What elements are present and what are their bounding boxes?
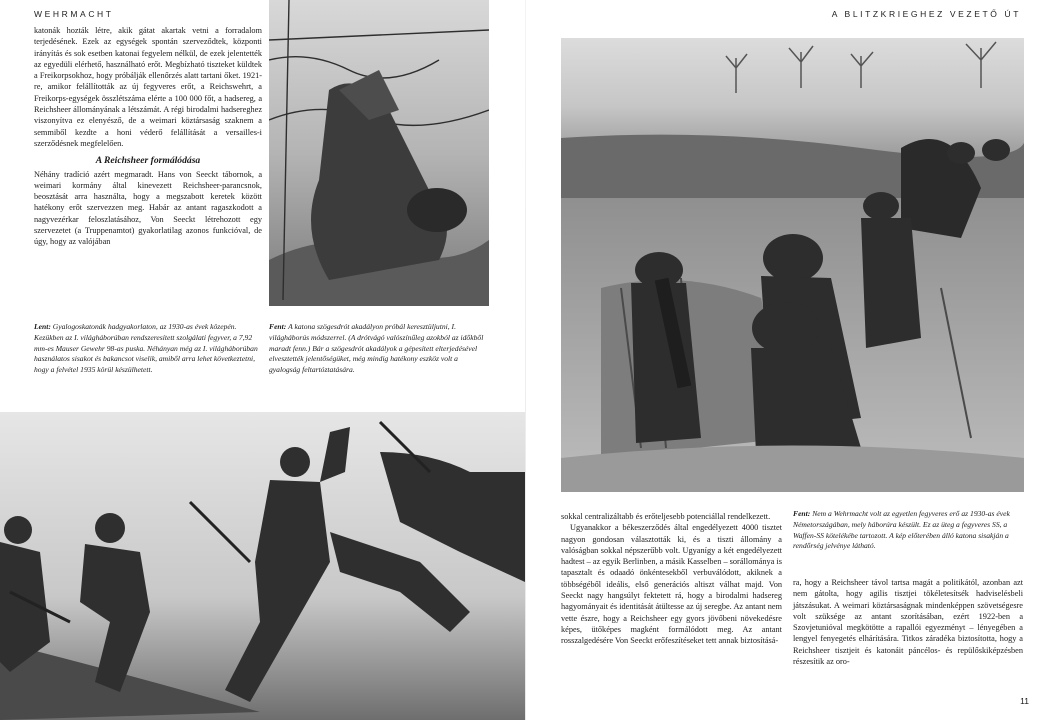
right-paragraph-1: sokkal centralizáltabb és erőteljesebb potenciállal rendelkezett. [561, 512, 771, 521]
trench-mortar-crew-photo [561, 38, 1024, 492]
left-paragraph-1: katonák hozták létre, akik gátat akartak vetni a forradalom terjedésének. Ezek az egységek spontán szerveződtek, központi irányítás és sok esetben katonai fegyelem nélkül, de ezek jelentették az egyedüli elérhető, használható erőt. Megbízható tiszteket küldtek a Freikorpsokhoz, hogy próbálják ellenőrzés alatt tartani őket. 1921-re, amikor felállították az új fegyveres erőt, a Reichswehrt, a Freikorps-egységek összlétszáma elérte a 100 000 főt, a hadsereg, a Reichsheer állományának a létszámát. A régi birodalmi hadsereghez viszonyítva ez elenyésző, de a weimari köztársaság szaknem a semmiből kezdte a honi véderő felállítását a versailles-i szerződésnek megfelelően. [34, 26, 262, 148]
right-column-1-text [561, 511, 782, 647]
caption-trench-body: Nem a Wehrmacht volt az egyetlen fegyveres erő az 1930-as évek Németországában, mely háborúra készült. Ez az üteg a fegyveres SS, a Waffen-SS kötelékébe tartozott. A kép előterében álló katona sisakján a rendőrség jelvénye látható. [793, 509, 1010, 551]
right-paragraph-2: Ugyanakkor a békeszerződés által engedélyezett 4000 tisztet nagyon gondosan választották ki, és a tiszti állomány a valóságban sokkal népszerűbb volt. Ugyanígy a két engedélyezett hadtest – az egyik Berlinben, a másik Kasselben – sorállománya is tapasztalt és odaadó önkéntesekből verbuválódott, akiknek a többségéből ideális, első generációs altiszt válhat majd. Von Seeckt nagy hangsúlyt fektetett rá, hogy a birodalmi hadsereg hagyományait és identitását átültesse az új seregbe. Az antant nem vette észre, hogy a Reichsheer egy gyors jövőbeni növekedésre képes, ütőképes magként formálódott meg. Az antant rosszalgedésére Von Seeckt erőfeszítéseket tett annak biztosításá- [561, 523, 782, 646]
jumping-soldiers-photo [0, 412, 525, 720]
page-number: 11 [1020, 696, 1029, 706]
caption-left-body: Gyalogoskatonák hadgyakorlaton, az 1930-as évek közepén. Kezükben az I. világháborúban rendszeresített szolgálati fegyver, a 7,92 mm-es Mauser Gewehr 98-as puska. Néhányan még az I. világháborúban használatos sisakot és bakancsot viselik, amiből arra lehet következtetni, hogy a felvétel 1935 körül készülhetett. [34, 322, 258, 375]
caption-left-label: Lent: [34, 322, 51, 331]
page-gutter [525, 0, 526, 720]
caption-left-photo [34, 322, 262, 376]
barbed-wire-soldier-photo [269, 0, 489, 306]
left-column-text [34, 25, 262, 248]
right-column-2-text [793, 577, 1023, 667]
right-paragraph-3: ra, hogy a Reichsheer távol tartsa magát a politikától, azonban azt nem gátolta, hogy agilis tisztjei tökéletesítsék hadviselésbeli játszásukat. A weimari köztársaságnak mindenképpen szövetségesre volt szüksége az antant szorításában, ezért 1922-ben a Szovjetunióval megkötötte a rapallói egyezményt – lényegében a lengyel fenyegetés elhárítására. Titkos záradéka biztosította, hogy a Reichsheer tisztjeit és katonáit páncélos- és repülőskiképzésben részesítik az oro- [793, 578, 1023, 667]
caption-trench-photo [793, 509, 1023, 552]
running-head-right: A BLITZKRIEGHEZ VEZETŐ ÚT [831, 9, 1021, 19]
caption-trench-label: Fent: [793, 509, 811, 518]
left-paragraph-2: Néhány tradíció azért megmaradt. Hans von Seeckt tábornok, a weimari kormány által kinevezett Reichsheer-parancsnok, beosztását arra használta, hogy a megszabott keretek között hatékony erőt szervezzen meg. Habár az antant ragaszkodott a nagyvezérkar feloszlatásához, Von Seeckt létrehozott egy szervezetet (a Truppenamtot) gyakorlatilag azonos funkcióval, de úgy, hogy az valójában [34, 169, 262, 247]
caption-right-body: A katona szögesdrót akadályon próbál keresztüljutni, I. világháborús módszerrel. (A drótvágó valószínűleg azokból az időkből maradt fenn.) Bár a szögesdrót akadályok a gépesített elterjedésével elvesztették jelentőségüket, még mindig hatékony eszköz volt a gyalogság feltartóztatására. [269, 322, 484, 375]
running-head-left: WEHRMACHT [34, 9, 114, 19]
caption-right-photo [269, 322, 491, 376]
section-heading: A Reichsheer formálódása [95, 155, 201, 167]
caption-right-label: Fent: [269, 322, 287, 331]
